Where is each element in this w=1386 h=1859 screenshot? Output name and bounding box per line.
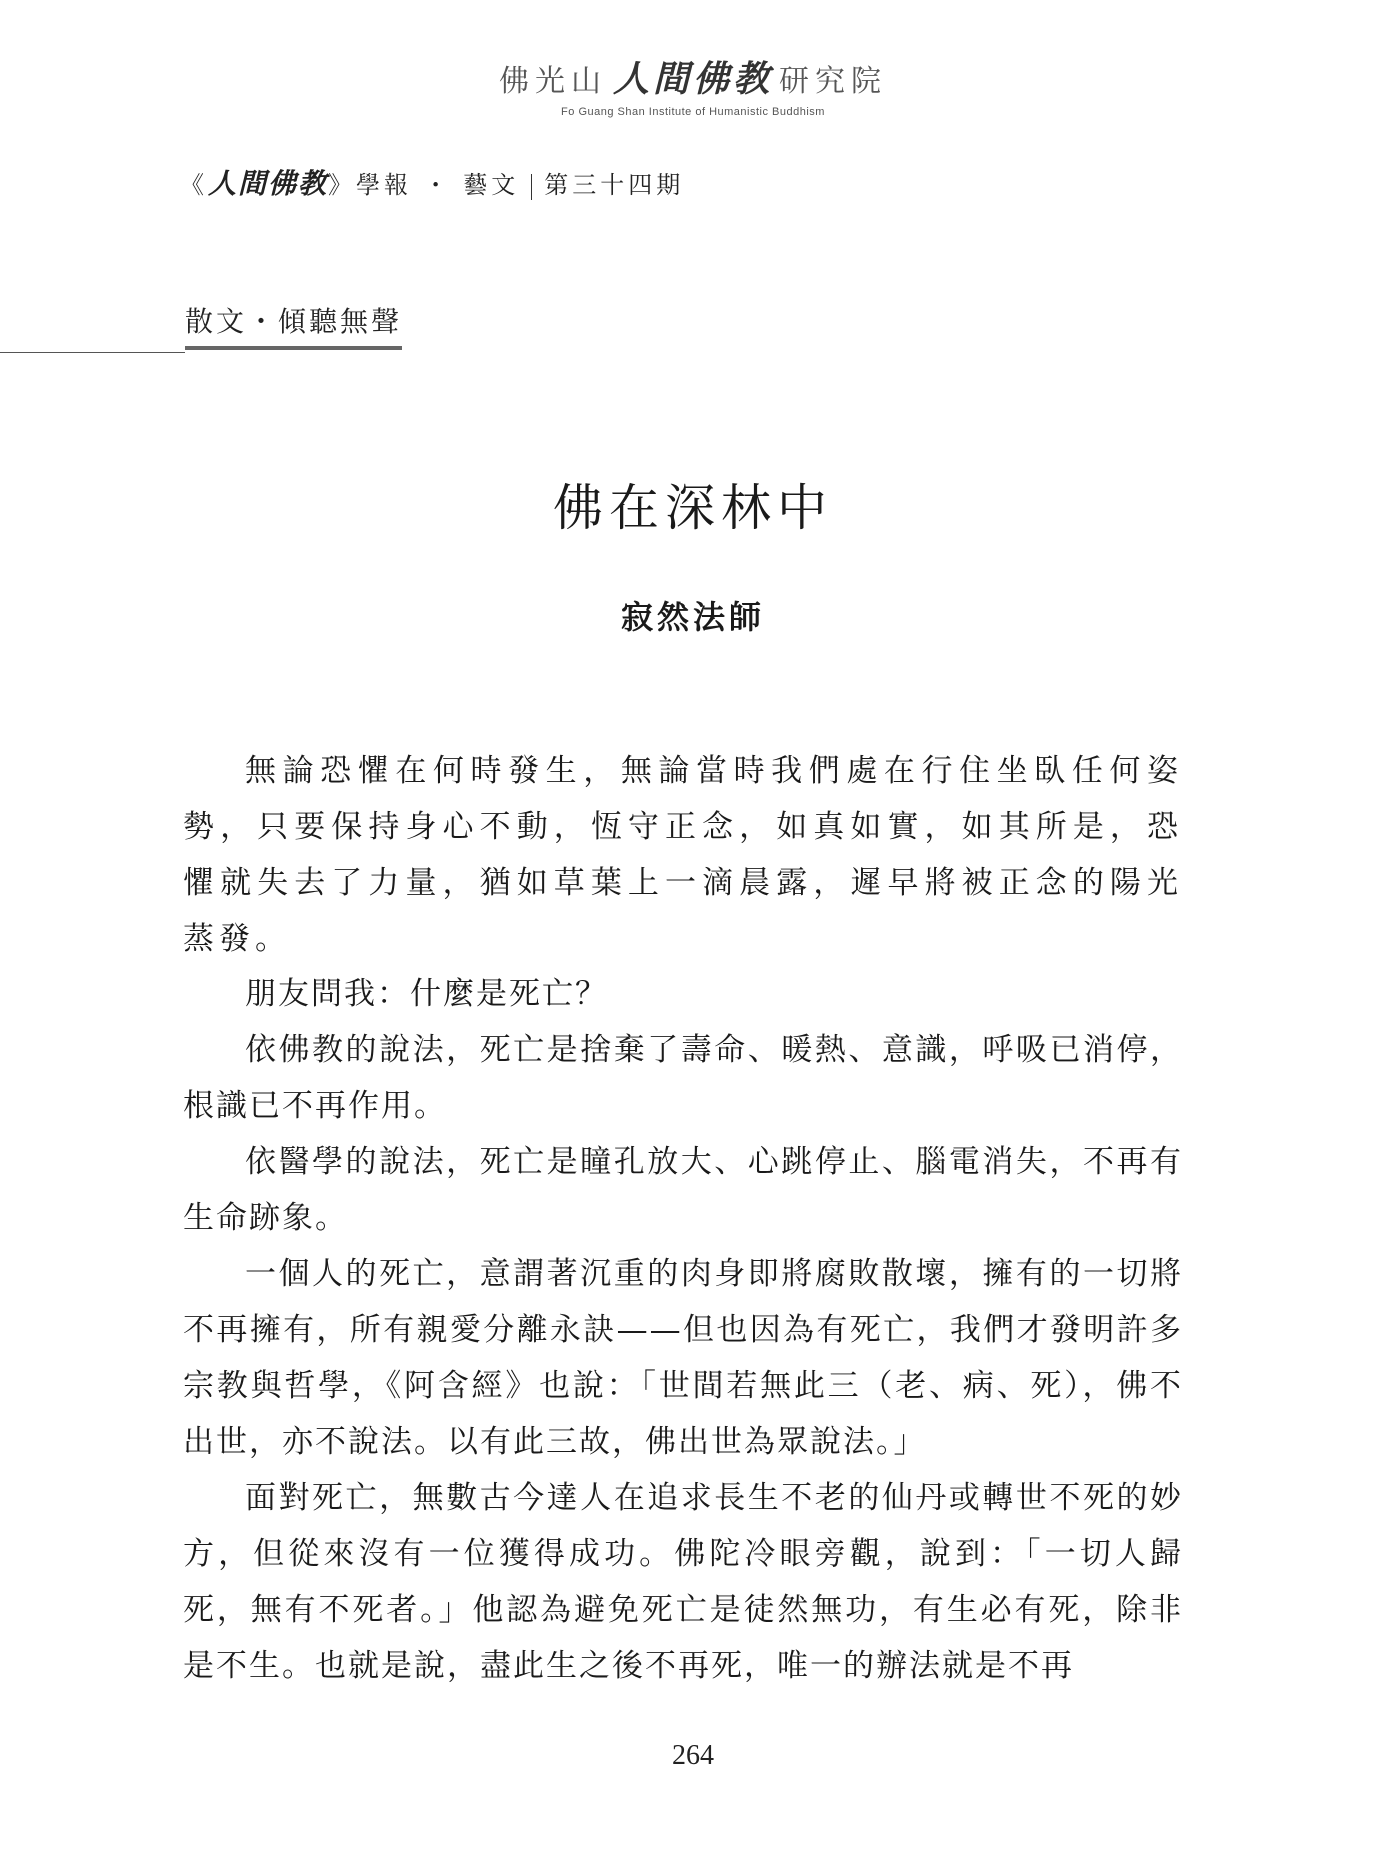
section-rule bbox=[0, 352, 185, 353]
journal-open-bracket: 《 bbox=[180, 171, 208, 199]
section-label: 散文・傾聽無聲 bbox=[185, 300, 402, 350]
institute-logo: 人間佛教 bbox=[612, 59, 773, 100]
intro-paragraph: 無論恐懼在何時發生，無論當時我們處在行住坐臥任何姿勢，只要保持身心不動，恆守正念，如真如實，如其所是，恐懼就失去了力量，猶如草葉上一滴晨露，遲早將被正念的陽光蒸發。 bbox=[183, 753, 1183, 957]
intro-section bbox=[183, 743, 1183, 967]
journal-title: 》學報 ・ 藝文 bbox=[328, 171, 520, 199]
institute-english-name: Fo Guang Shan Institute of Humanistic Buddhism bbox=[561, 106, 825, 118]
institute-name bbox=[0, 60, 1386, 102]
institute-suffix: 研究院 bbox=[779, 64, 887, 99]
body-paragraph: 面對死亡，無數古今達人在追求長生不老的仙丹或轉世不死的妙方，但從來沒有一位獲得成功。佛陀冷眼旁觀，說到：「一切人歸死，無有不死者。」他認為避免死亡是徒然無功，有生必有死，除非是不生。也就是說，盡此生之後不再死，唯一的辦法就是不再 bbox=[183, 1480, 1183, 1684]
article-title: 佛在深林中 bbox=[553, 479, 833, 537]
journal-logo: 人間佛教 bbox=[208, 167, 329, 200]
journal-issue: 第三十四期 bbox=[544, 171, 685, 199]
article-author: 寂然法師 bbox=[620, 598, 765, 636]
body-paragraph: 依醫學的說法，死亡是瞳孔放大、心跳停止、腦電消失，不再有生命跡象。 bbox=[183, 1144, 1183, 1236]
page-number: 264 bbox=[672, 1740, 714, 1771]
institute-prefix: 佛光山 bbox=[498, 64, 607, 99]
article-body bbox=[183, 966, 1183, 1694]
journal-running-head bbox=[180, 162, 684, 202]
body-paragraph: 依佛教的說法，死亡是捨棄了壽命、暖熱、意識，呼吸已消停，根識已不再作用。 bbox=[183, 1032, 1183, 1124]
body-paragraph: 朋友問我：什麼是死亡？ bbox=[245, 976, 608, 1012]
journal-separator bbox=[531, 174, 532, 200]
body-paragraph: 一個人的死亡，意謂著沉重的肉身即將腐敗散壞，擁有的一切將不再擁有，所有親愛分離永訣——但也因為有死亡，我們才發明許多宗教與哲學，《阿含經》也說：「世間若無此三（老、病、死），佛不出世，亦不說法。以有此三故，佛出世為眾說法。」 bbox=[183, 1256, 1183, 1460]
institute-header bbox=[0, 60, 1386, 118]
